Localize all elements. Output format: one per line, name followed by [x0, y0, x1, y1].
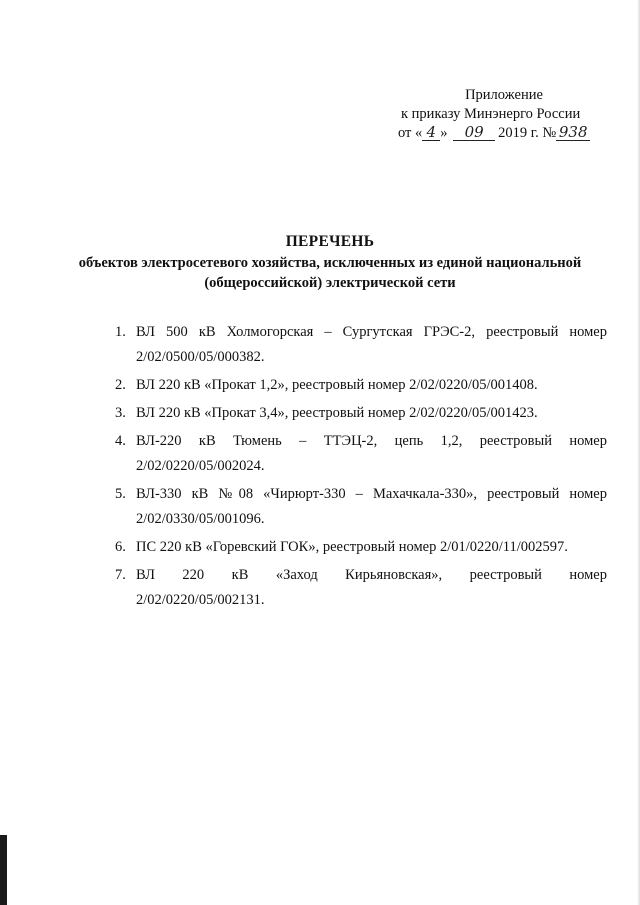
list-item-number: 4.: [115, 433, 126, 449]
list-item-number: 6.: [115, 539, 126, 555]
list-item: [115, 535, 607, 560]
list-item: [115, 429, 607, 479]
list-item: [115, 482, 607, 532]
subtitle-line-2: (общероссийской) электрической сети: [204, 275, 456, 291]
list-item-text: ВЛ 220 кВ «Заход Кирьяновская», реестровый номер: [136, 567, 607, 583]
appendix-header: [388, 86, 610, 143]
date-prefix: от «: [398, 125, 423, 141]
list-item-text: ВЛ-220 кВ Тюмень – ТТЭЦ-2, цепь 1,2, реестровый номер: [136, 433, 607, 449]
objects-list: [115, 320, 607, 616]
list-item-text: ВЛ 500 кВ Холмогорская – Сургутская ГРЭС-2, реестровый номер: [136, 324, 607, 340]
list-item-text: ПС 220 кВ «Горевский ГОК», реестровый номер 2/01/0220/11/002597.: [136, 539, 568, 555]
list-item: [115, 563, 607, 613]
list-item-text-cont: 2/02/0220/05/002024.: [136, 458, 265, 474]
page-title: ПЕРЕЧЕНЬ: [285, 233, 375, 250]
date-year: 2019 г. №: [498, 125, 557, 141]
list-item-number: 5.: [115, 486, 126, 502]
list-item-number: 2.: [115, 377, 126, 393]
order-number-handwritten: 938: [556, 125, 590, 141]
list-item: [115, 373, 607, 398]
list-item-text: ВЛ-330 кВ №08 «Чирюрт-330 – Махачкала-330», реестровый номер: [136, 486, 607, 502]
list-item: [115, 320, 607, 370]
appendix-title: Приложение: [465, 87, 543, 103]
list-item-text: ВЛ 220 кВ «Прокат 1,2», реестровый номер 2/02/0220/05/001408.: [136, 377, 538, 393]
list-item-number: 7.: [115, 567, 126, 583]
list-item-text-cont: 2/02/0500/05/000382.: [136, 349, 265, 365]
scan-mark: [0, 835, 20, 905]
appendix-date-line: [388, 124, 610, 143]
date-day-handwritten: 4: [422, 125, 440, 141]
list-item-text-cont: 2/02/0330/05/001096.: [136, 511, 265, 527]
date-mid: »: [440, 125, 452, 141]
title-block: [40, 232, 620, 292]
list-item: [115, 401, 607, 426]
list-item-text-cont: 2/02/0220/05/002131.: [136, 592, 265, 608]
subtitle-line-1: объектов электросетевого хозяйства, исключенных из единой национальной: [78, 255, 582, 271]
list-item-number: 1.: [115, 324, 126, 340]
list-item-number: 3.: [115, 405, 126, 421]
appendix-order-ref: к приказу Минэнерго России: [401, 106, 581, 122]
list-item-text: ВЛ 220 кВ «Прокат 3,4», реестровый номер 2/02/0220/05/001423.: [136, 405, 538, 421]
date-month-handwritten: 09: [453, 125, 495, 141]
